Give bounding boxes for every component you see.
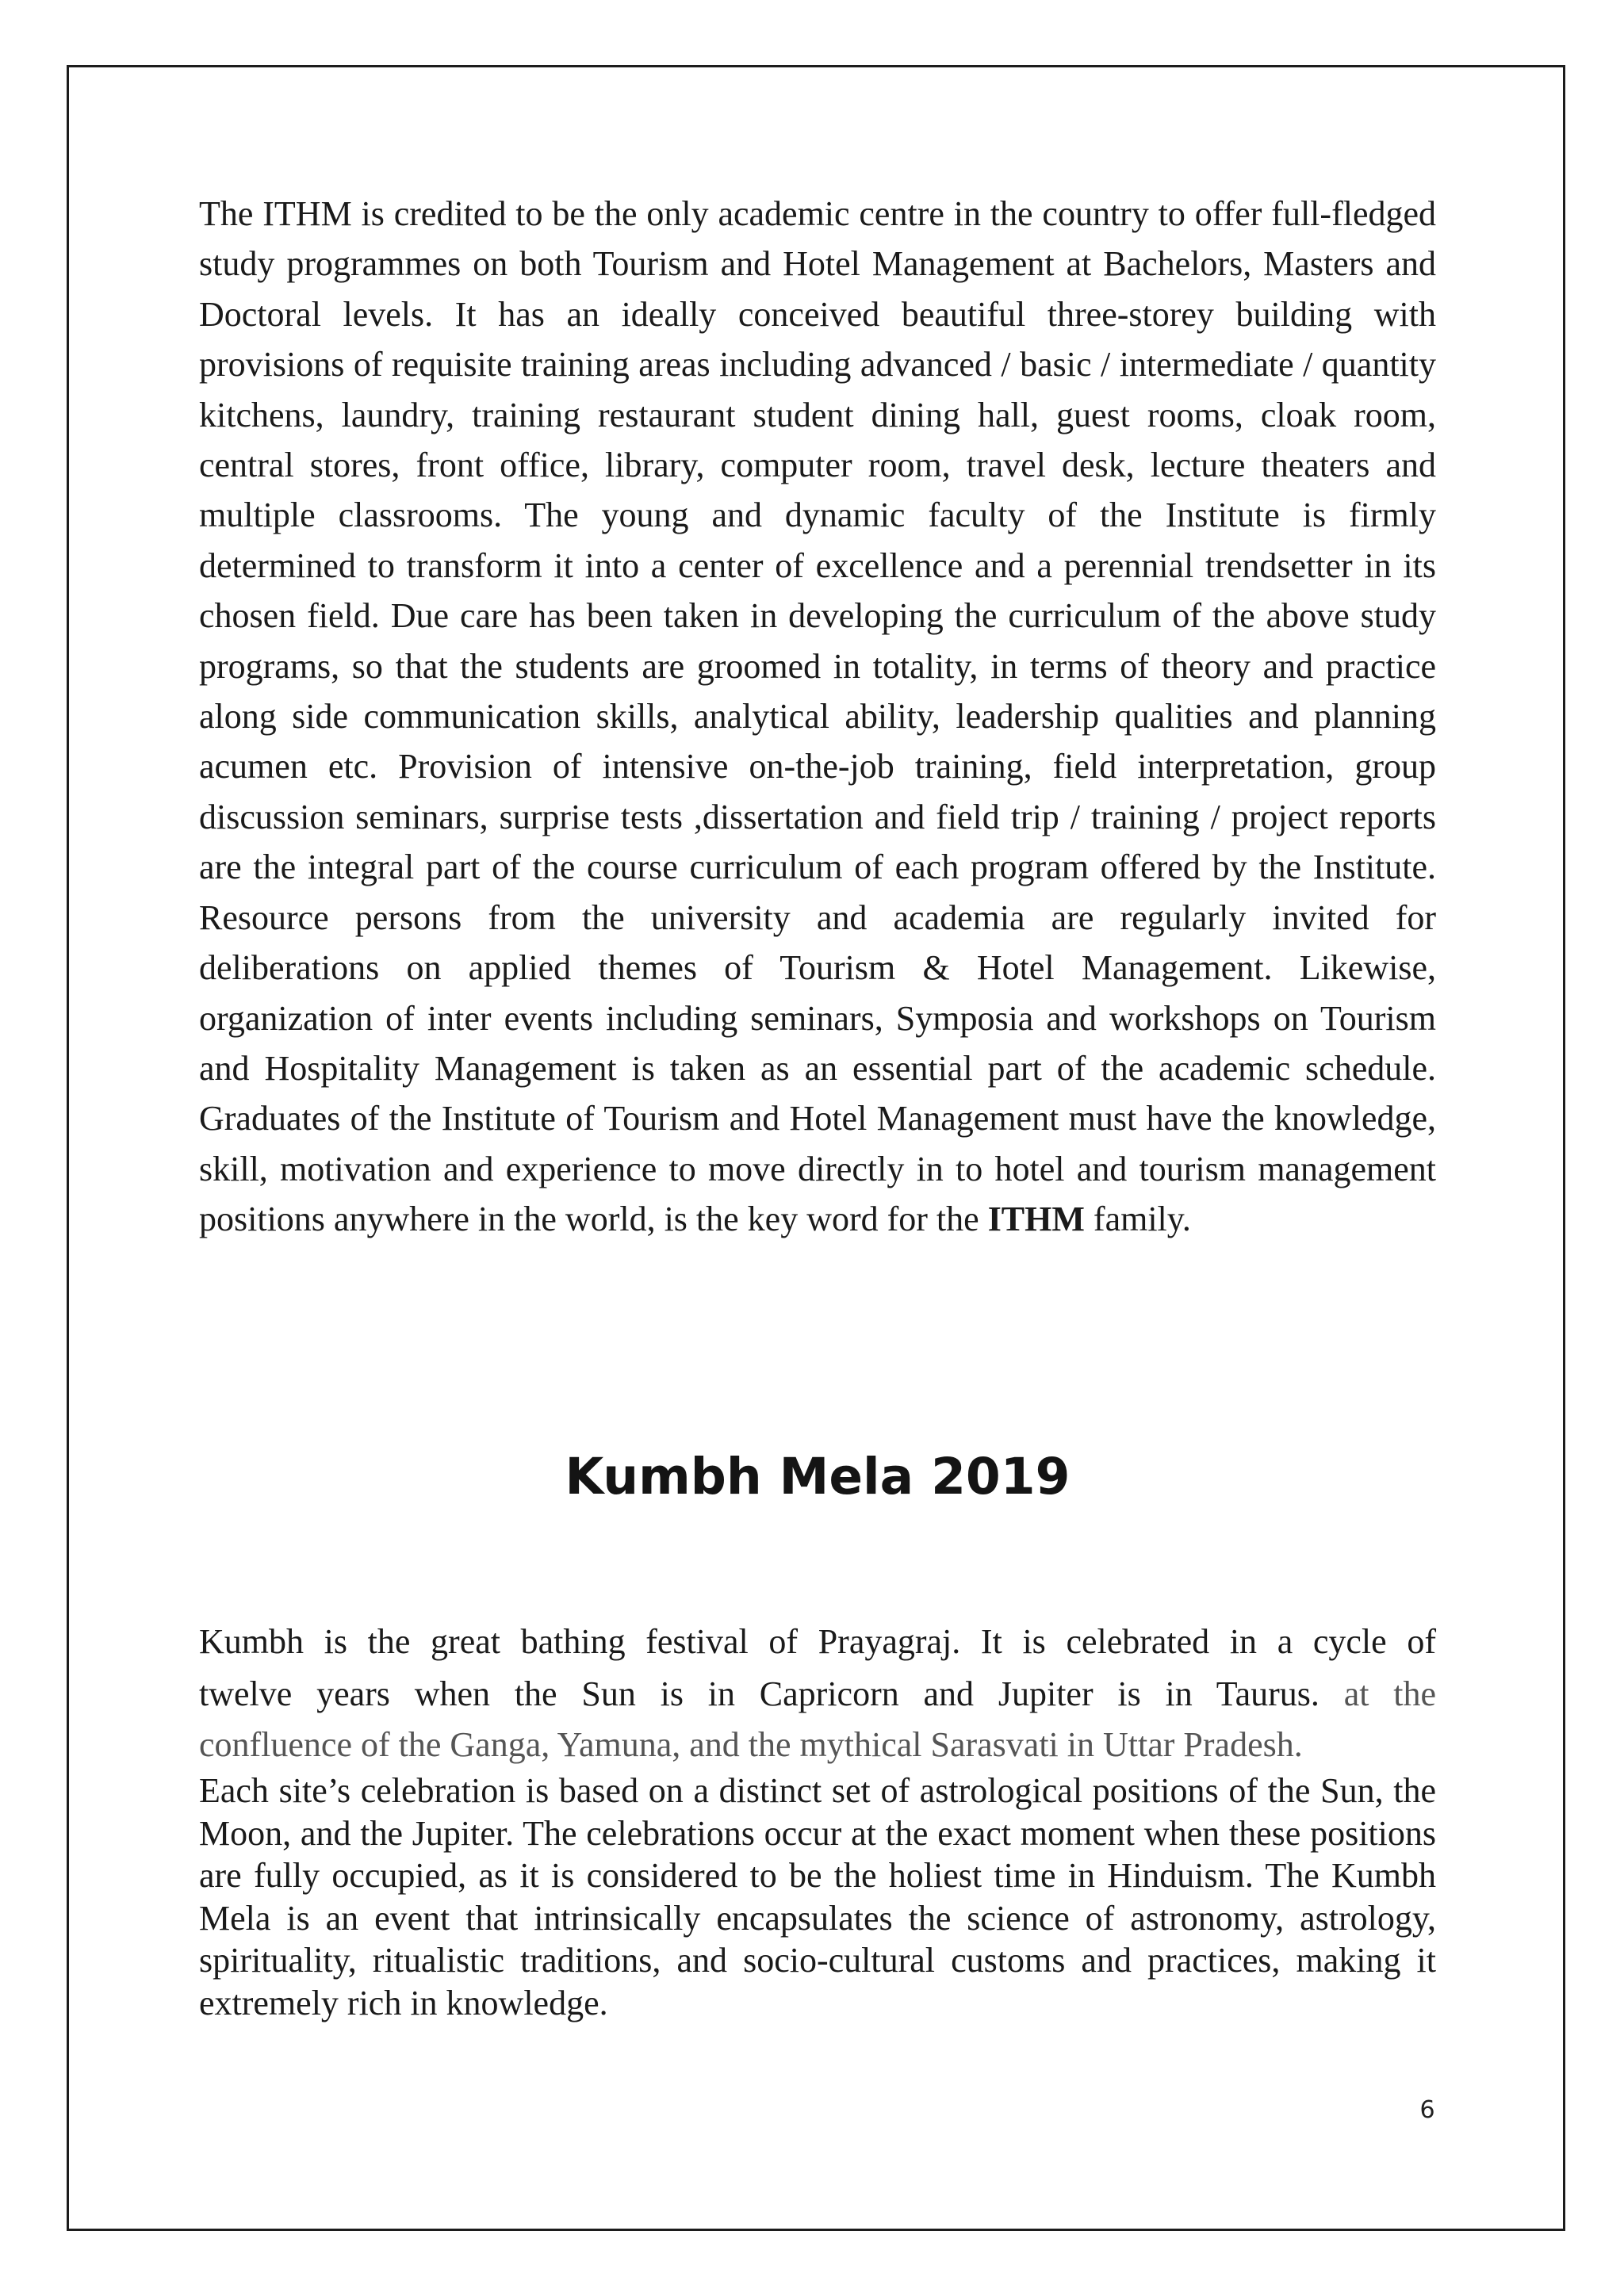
kumbh-line-1: Kumbh is the great bathing festival of Prayagraj. It is celebrated in a cycle of xyxy=(199,1622,1436,1661)
page-number: 6 xyxy=(1419,2096,1435,2124)
kumbh-line-2 xyxy=(199,1668,1436,1720)
ithm-intro-text: The ITHM is credited to be the only academic centre in the country to offer full-fledged study programmes on both Tourism and Hotel Management at Bachelors, Masters and Doctoral levels. It has an ideally conceived beautiful three-storey building with provisions of requisite training areas including advanced / basic / intermediate / quantity kitchens, laundry, training restaurant student dining hall, guest rooms, cloak room, central stores, front office, library, computer room, travel desk, lecture theaters and multiple classrooms. The young and dynamic faculty of the Institute is firmly determined to transform it into a center of excellence and a perennial trendsetter in its chosen field. Due care has been taken in developing the curriculum of the above study programs, so that the students are groomed in totality, in terms of theory and practice along side communication skills, analytical ability, leadership qualities and planning acumen etc. Provision of intensive on-the-job training, field interpretation, group discussion seminars, surprise tests ,dissertation and field trip / training / project reports are the integral part of the course curriculum of each program offered by the Institute. Resource persons from the university and academia are regularly invited for deliberations on applied themes of Tourism & Hotel Management. Likewise, organization of inter events including seminars, Symposia and workshops on Tourism and Hospitality Management is taken as an essential part of the academic schedule. Graduates of the Institute of Tourism and Hotel Management must have the knowledge, skill, motivation and experience to move directly in to hotel and tourism management positions anywhere in the world, is the key word for the xyxy=(199,194,1436,1239)
kumbh-line-2-main: twelve years when the Sun is in Capricorn and Jupiter is in Taurus. xyxy=(199,1674,1320,1713)
kumbh-paragraph xyxy=(199,1616,1436,2024)
section-heading-kumbh-mela: Kumbh Mela 2019 xyxy=(565,1448,1071,1506)
ithm-intro-ending: family. xyxy=(1084,1200,1191,1239)
kumbh-confluence-line: confluence of the Ganga, Yamuna, and the mythical Sarasvati in Uttar Pradesh. xyxy=(199,1725,1303,1764)
kumbh-line-2-muted: at the xyxy=(1319,1674,1436,1713)
kumbh-paragraph-body: Each site’s celebration is based on a distinct set of astrological positions of the Sun, the Moon, and the Jupiter. The celebrations occur at the exact moment when these positions are fully occupied, as it is considered to be the holiest time in Hinduism. The Kumbh Mela is an event that intrinsically encapsulates the science of astronomy, astrology, spirituality, ritualistic traditions, and socio-cultural customs and practices, making it extremely rich in knowledge. xyxy=(199,1771,1436,2022)
ithm-bold-name: ITHM xyxy=(987,1200,1085,1239)
page-content xyxy=(199,189,1436,2022)
ithm-intro-paragraph xyxy=(199,189,1436,1245)
